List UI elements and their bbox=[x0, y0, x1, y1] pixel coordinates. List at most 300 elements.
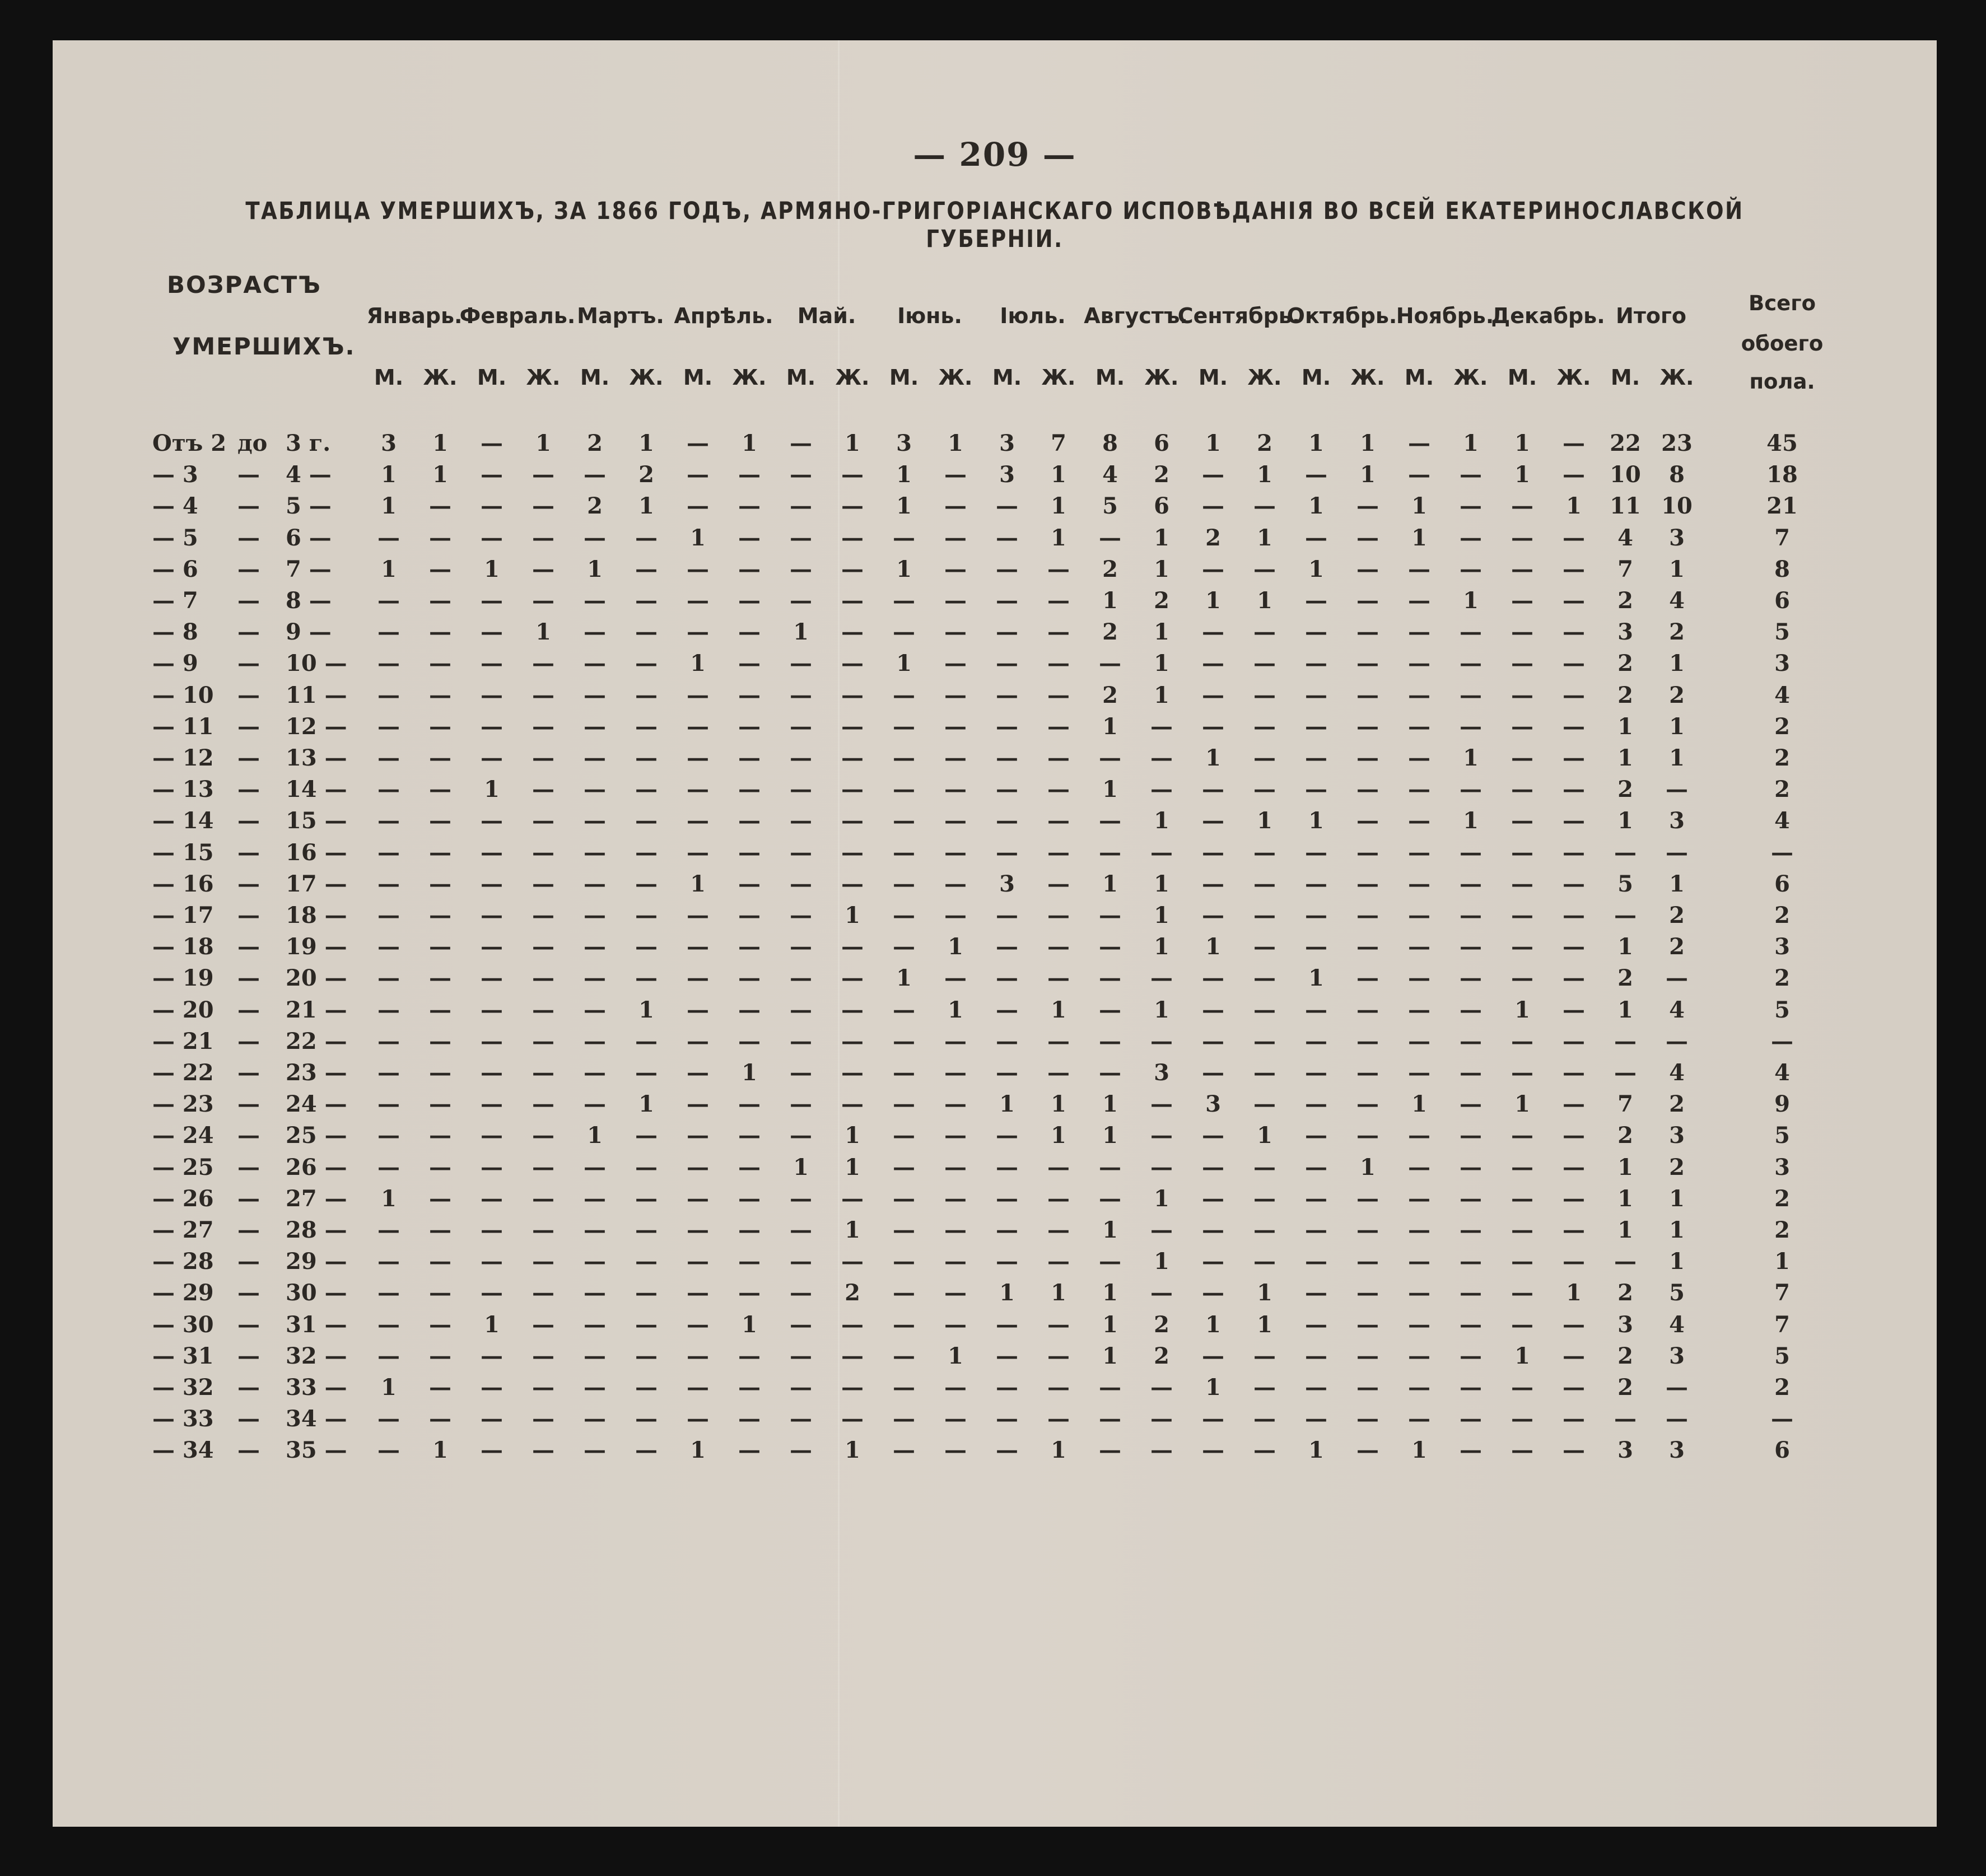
table-cell: — bbox=[944, 1312, 967, 1338]
table-cell: 10 bbox=[1610, 461, 1641, 488]
table-cell: — bbox=[790, 1406, 812, 1432]
age-separator: — bbox=[237, 902, 260, 928]
table-cell: — bbox=[944, 808, 967, 834]
table-cell: — bbox=[944, 1406, 967, 1432]
age-from: — 27 bbox=[152, 1217, 214, 1243]
table-cell: 1 bbox=[1308, 430, 1324, 456]
table-cell: — bbox=[687, 1312, 709, 1338]
table-title: ТАБЛИЦА УМЕРШИХЪ, ЗА 1866 ГОДЪ, АРМЯНО-ГРИГОРІАНСКАГО ИСПОВѢДАНІЯ ВО ВСЕЙ ЕКАТЕРИНОСЛАВСКОЙ ГУБЕРНІИ. bbox=[245, 197, 1744, 253]
table-cell: — bbox=[1047, 1154, 1070, 1180]
table-cell: 1 bbox=[381, 1186, 397, 1212]
month-header: Февраль. bbox=[459, 304, 576, 328]
table-cell: — bbox=[738, 525, 761, 551]
table-cell: — bbox=[481, 1406, 503, 1432]
table-cell: — bbox=[1253, 745, 1276, 771]
age-to: 3 г. bbox=[286, 430, 331, 456]
table-cell: — bbox=[1511, 587, 1533, 614]
age-separator: — bbox=[237, 650, 260, 676]
age-to: 20 — bbox=[286, 965, 347, 991]
table-cell: 1 bbox=[484, 556, 500, 582]
table-cell: — bbox=[635, 1186, 658, 1212]
table-cell: — bbox=[635, 650, 658, 676]
age-to: 34 — bbox=[286, 1406, 347, 1432]
table-cell: — bbox=[1408, 1312, 1430, 1338]
table-cell: — bbox=[687, 902, 709, 928]
table-cell: — bbox=[996, 1217, 1018, 1243]
table-cell: — bbox=[1253, 493, 1276, 519]
table-cell: — bbox=[1511, 556, 1533, 582]
table-cell: — bbox=[1408, 1060, 1430, 1086]
table-cell: — bbox=[1305, 839, 1327, 866]
row-total-cell: 7 bbox=[1774, 1312, 1790, 1338]
age-separator: — bbox=[237, 525, 260, 551]
table-cell: 3 bbox=[1617, 1312, 1633, 1338]
table-cell: — bbox=[1253, 1217, 1276, 1243]
table-cell: — bbox=[996, 556, 1018, 582]
table-cell: — bbox=[790, 934, 812, 960]
table-cell: — bbox=[893, 682, 915, 708]
table-cell: — bbox=[1511, 650, 1533, 676]
table-cell: 1 bbox=[845, 1217, 860, 1243]
table-cell: — bbox=[996, 650, 1018, 676]
age-separator: — bbox=[237, 1280, 260, 1306]
table-cell: — bbox=[635, 1122, 658, 1149]
table-cell: — bbox=[1305, 1186, 1327, 1212]
table-cell: 2 bbox=[1257, 430, 1272, 456]
age-to: 32 — bbox=[286, 1343, 347, 1369]
table-cell: — bbox=[738, 1122, 761, 1149]
sex-label-female: Ж. bbox=[1350, 365, 1385, 390]
table-cell: — bbox=[584, 965, 606, 991]
table-cell: — bbox=[584, 1028, 606, 1054]
row-total-cell: 4 bbox=[1774, 808, 1790, 834]
row-total-cell: 4 bbox=[1774, 682, 1790, 708]
table-cell: 1 bbox=[742, 430, 757, 456]
table-cell: — bbox=[738, 619, 761, 645]
table-cell: — bbox=[738, 1280, 761, 1306]
table-cell: — bbox=[841, 776, 864, 802]
table-cell: — bbox=[481, 430, 503, 456]
table-cell: — bbox=[1150, 1028, 1173, 1054]
table-cell: — bbox=[1253, 1343, 1276, 1369]
age-from: — 10 bbox=[152, 682, 214, 708]
row-total-cell: 6 bbox=[1774, 871, 1790, 897]
table-cell: 5 bbox=[1617, 871, 1633, 897]
age-to: 9 — bbox=[286, 619, 332, 645]
table-cell: — bbox=[1047, 776, 1070, 802]
table-cell: — bbox=[1202, 1060, 1224, 1086]
table-cell: — bbox=[635, 934, 658, 960]
sex-label-female: Ж. bbox=[938, 365, 973, 390]
table-cell: — bbox=[1408, 808, 1430, 834]
table-cell: — bbox=[790, 902, 812, 928]
table-cell: — bbox=[841, 493, 864, 519]
table-cell: — bbox=[1614, 1406, 1637, 1432]
table-cell: 2 bbox=[1102, 682, 1118, 708]
table-cell: — bbox=[377, 965, 400, 991]
age-to: 17 — bbox=[286, 871, 347, 897]
table-cell: — bbox=[996, 1154, 1018, 1180]
table-cell: — bbox=[532, 902, 554, 928]
table-cell: 1 bbox=[742, 1312, 757, 1338]
table-cell: 2 bbox=[638, 461, 654, 488]
table-cell: — bbox=[584, 461, 606, 488]
age-to: 8 — bbox=[286, 587, 332, 614]
row-total-cell: 2 bbox=[1774, 902, 1790, 928]
table-cell: — bbox=[377, 1060, 400, 1086]
table-cell: — bbox=[584, 1154, 606, 1180]
table-cell: — bbox=[738, 1091, 761, 1117]
row-total-cell: 3 bbox=[1774, 650, 1790, 676]
table-cell: — bbox=[635, 839, 658, 866]
table-cell: — bbox=[841, 587, 864, 614]
table-cell: — bbox=[481, 713, 503, 740]
table-cell: — bbox=[1356, 650, 1379, 676]
age-from: — 25 bbox=[152, 1154, 214, 1180]
table-cell: — bbox=[1356, 997, 1379, 1023]
table-cell: 1 bbox=[1205, 1374, 1221, 1401]
table-cell: — bbox=[790, 461, 812, 488]
table-cell: 2 bbox=[1154, 461, 1169, 488]
table-cell: — bbox=[635, 619, 658, 645]
table-cell: — bbox=[1563, 556, 1585, 582]
table-cell: — bbox=[1460, 934, 1482, 960]
table-cell: — bbox=[481, 619, 503, 645]
age-separator: — bbox=[237, 493, 260, 519]
table-cell: — bbox=[635, 1437, 658, 1463]
table-cell: — bbox=[1563, 430, 1585, 456]
table-cell: — bbox=[1563, 1186, 1585, 1212]
table-cell: — bbox=[1511, 525, 1533, 551]
table-cell: — bbox=[1202, 997, 1224, 1023]
table-cell: — bbox=[481, 902, 503, 928]
table-cell: — bbox=[1305, 1248, 1327, 1275]
table-cell: 2 bbox=[1669, 902, 1685, 928]
table-cell: — bbox=[1150, 1406, 1173, 1432]
table-cell: — bbox=[996, 776, 1018, 802]
table-cell: — bbox=[1047, 934, 1070, 960]
table-cell: 1 bbox=[1308, 808, 1324, 834]
table-cell: 2 bbox=[1617, 650, 1633, 676]
table-cell: — bbox=[893, 1248, 915, 1275]
table-cell: — bbox=[1460, 871, 1482, 897]
table-cell: — bbox=[377, 997, 400, 1023]
age-to: 13 — bbox=[286, 745, 347, 771]
table-cell: — bbox=[996, 1343, 1018, 1369]
table-cell: — bbox=[1408, 776, 1430, 802]
table-cell: — bbox=[1047, 682, 1070, 708]
table-cell: — bbox=[584, 871, 606, 897]
table-cell: — bbox=[481, 461, 503, 488]
table-cell: — bbox=[1305, 1028, 1327, 1054]
table-cell: 3 bbox=[1669, 1343, 1685, 1369]
table-cell: — bbox=[944, 745, 967, 771]
row-total-cell: 2 bbox=[1774, 1374, 1790, 1401]
table-cell: — bbox=[1563, 1406, 1585, 1432]
table-cell: — bbox=[1305, 871, 1327, 897]
sex-label-male: М. bbox=[786, 365, 816, 390]
age-separator: — bbox=[237, 1028, 260, 1054]
table-cell: — bbox=[944, 1374, 967, 1401]
table-cell: — bbox=[996, 965, 1018, 991]
table-cell: 1 bbox=[845, 1437, 860, 1463]
table-cell: — bbox=[635, 1248, 658, 1275]
sex-label-female: Ж. bbox=[629, 365, 664, 390]
table-cell: — bbox=[1511, 745, 1533, 771]
table-cell: — bbox=[687, 461, 709, 488]
table-cell: 1 bbox=[1566, 1280, 1582, 1306]
age-from: — 4 bbox=[152, 493, 198, 519]
table-cell: — bbox=[996, 934, 1018, 960]
table-cell: — bbox=[1563, 902, 1585, 928]
table-cell: 1 bbox=[432, 461, 448, 488]
table-cell: — bbox=[429, 1028, 451, 1054]
table-cell: — bbox=[584, 682, 606, 708]
age-from: — 30 bbox=[152, 1312, 214, 1338]
table-cell: 2 bbox=[1102, 556, 1118, 582]
age-from: — 3 bbox=[152, 461, 198, 488]
table-cell: — bbox=[1150, 1374, 1173, 1401]
table-cell: 1 bbox=[1257, 587, 1272, 614]
table-cell: — bbox=[1356, 1406, 1379, 1432]
table-cell: 10 bbox=[1661, 493, 1693, 519]
table-cell: — bbox=[841, 965, 864, 991]
age-from: — 14 bbox=[152, 808, 214, 834]
table-cell: — bbox=[1202, 1217, 1224, 1243]
table-cell: 1 bbox=[1411, 493, 1427, 519]
sex-label-female: Ж. bbox=[1041, 365, 1076, 390]
age-to: 30 — bbox=[286, 1280, 347, 1306]
table-cell: 1 bbox=[484, 776, 500, 802]
age-to: 24 — bbox=[286, 1091, 347, 1117]
table-cell: — bbox=[944, 1217, 967, 1243]
age-to: 22 — bbox=[286, 1028, 347, 1054]
table-cell: — bbox=[377, 682, 400, 708]
table-cell: 1 bbox=[535, 430, 551, 456]
table-cell: — bbox=[584, 619, 606, 645]
table-cell: — bbox=[635, 1280, 658, 1306]
age-from: — 16 bbox=[152, 871, 214, 897]
table-cell: — bbox=[944, 1060, 967, 1086]
table-cell: — bbox=[1563, 1312, 1585, 1338]
month-header: Мартъ. bbox=[577, 304, 664, 328]
table-cell: — bbox=[996, 1028, 1018, 1054]
row-total-cell: 5 bbox=[1774, 1343, 1790, 1369]
table-cell: — bbox=[635, 776, 658, 802]
table-cell: — bbox=[1099, 1406, 1121, 1432]
table-cell: — bbox=[1305, 997, 1327, 1023]
table-cell: — bbox=[1150, 1122, 1173, 1149]
table-cell: — bbox=[1202, 965, 1224, 991]
table-cell: 1 bbox=[948, 1343, 963, 1369]
table-cell: — bbox=[1563, 997, 1585, 1023]
table-cell: — bbox=[481, 1437, 503, 1463]
table-cell: — bbox=[1563, 776, 1585, 802]
table-cell: — bbox=[893, 1186, 915, 1212]
table-cell: — bbox=[841, 619, 864, 645]
table-cell: — bbox=[1563, 461, 1585, 488]
table-cell: 1 bbox=[1514, 1343, 1530, 1369]
table-cell: 2 bbox=[1617, 1343, 1633, 1369]
table-cell: — bbox=[1202, 1248, 1224, 1275]
table-cell: — bbox=[481, 1060, 503, 1086]
table-cell: — bbox=[1511, 839, 1533, 866]
table-cell: — bbox=[893, 1154, 915, 1180]
table-cell: — bbox=[1099, 1374, 1121, 1401]
table-cell: — bbox=[1150, 1091, 1173, 1117]
table-cell: — bbox=[1202, 839, 1224, 866]
table-cell: 1 bbox=[1051, 1122, 1066, 1149]
table-cell: — bbox=[1099, 745, 1121, 771]
table-cell: — bbox=[893, 1312, 915, 1338]
table-cell: — bbox=[1253, 1060, 1276, 1086]
table-cell: — bbox=[1202, 619, 1224, 645]
table-cell: — bbox=[893, 1437, 915, 1463]
table-cell: — bbox=[1460, 713, 1482, 740]
table-cell: — bbox=[738, 1217, 761, 1243]
sex-label-male: М. bbox=[1095, 365, 1125, 390]
table-cell: — bbox=[429, 1280, 451, 1306]
row-total-cell: 6 bbox=[1774, 1437, 1790, 1463]
age-from: — 34 bbox=[152, 1437, 214, 1463]
table-cell: 11 bbox=[1610, 493, 1641, 519]
table-cell: — bbox=[1253, 713, 1276, 740]
table-cell: 2 bbox=[1154, 1312, 1169, 1338]
table-cell: 2 bbox=[587, 430, 603, 456]
month-header: Апрѣль. bbox=[674, 304, 773, 328]
table-cell: — bbox=[996, 525, 1018, 551]
table-cell: — bbox=[738, 1374, 761, 1401]
table-cell: — bbox=[944, 1122, 967, 1149]
table-cell: — bbox=[1356, 808, 1379, 834]
table-cell: — bbox=[635, 556, 658, 582]
table-cell: — bbox=[584, 1248, 606, 1275]
table-cell: 1 bbox=[1154, 682, 1169, 708]
table-cell: — bbox=[1099, 839, 1121, 866]
table-cell: — bbox=[790, 871, 812, 897]
table-cell: 2 bbox=[1205, 525, 1221, 551]
table-cell: — bbox=[687, 1122, 709, 1149]
table-cell: — bbox=[429, 1406, 451, 1432]
table-cell: — bbox=[635, 713, 658, 740]
table-cell: — bbox=[532, 965, 554, 991]
month-header: Май. bbox=[797, 304, 856, 328]
table-cell: — bbox=[1047, 902, 1070, 928]
table-cell: 2 bbox=[1669, 619, 1685, 645]
table-cell: — bbox=[1099, 1154, 1121, 1180]
table-cell: — bbox=[377, 1154, 400, 1180]
table-cell: 1 bbox=[1669, 556, 1685, 582]
table-cell: — bbox=[790, 1374, 812, 1401]
table-cell: 3 bbox=[999, 461, 1015, 488]
table-cell: — bbox=[1460, 1028, 1482, 1054]
age-from: — 15 bbox=[152, 839, 214, 866]
table-cell: — bbox=[1511, 1437, 1533, 1463]
table-cell: — bbox=[1563, 745, 1585, 771]
table-cell: — bbox=[1202, 1343, 1224, 1369]
table-cell: 1 bbox=[1566, 493, 1582, 519]
age-header-top: ВОЗРАСТЪ bbox=[167, 271, 321, 298]
table-cell: — bbox=[996, 682, 1018, 708]
table-cell: 1 bbox=[1154, 619, 1169, 645]
age-to: 7 — bbox=[286, 556, 332, 582]
table-cell: 1 bbox=[999, 1091, 1015, 1117]
sex-label-male: М. bbox=[683, 365, 713, 390]
table-cell: — bbox=[429, 1154, 451, 1180]
table-cell: — bbox=[1511, 1312, 1533, 1338]
table-cell: — bbox=[1408, 587, 1430, 614]
table-cell: 1 bbox=[1617, 808, 1633, 834]
table-cell: — bbox=[1563, 1028, 1585, 1054]
table-cell: — bbox=[738, 934, 761, 960]
table-cell: — bbox=[1047, 650, 1070, 676]
table-cell: — bbox=[687, 745, 709, 771]
table-cell: — bbox=[1408, 934, 1430, 960]
table-cell: 3 bbox=[1154, 1060, 1169, 1086]
table-cell: 2 bbox=[1669, 1154, 1685, 1180]
row-total-cell: 2 bbox=[1774, 713, 1790, 740]
table-cell: — bbox=[1356, 1091, 1379, 1117]
age-separator: — bbox=[237, 776, 260, 802]
table-cell: — bbox=[790, 745, 812, 771]
table-cell: — bbox=[738, 1437, 761, 1463]
table-cell: — bbox=[893, 871, 915, 897]
age-separator: — bbox=[237, 1091, 260, 1117]
table-cell: — bbox=[893, 1374, 915, 1401]
table-cell: — bbox=[584, 650, 606, 676]
table-cell: — bbox=[1047, 556, 1070, 582]
table-cell: — bbox=[532, 871, 554, 897]
table-cell: — bbox=[790, 776, 812, 802]
table-cell: — bbox=[1202, 650, 1224, 676]
table-cell: — bbox=[429, 934, 451, 960]
table-cell: — bbox=[738, 1406, 761, 1432]
table-cell: — bbox=[584, 1374, 606, 1401]
table-cell: — bbox=[893, 1122, 915, 1149]
table-cell: 2 bbox=[1154, 1343, 1169, 1369]
table-cell: 2 bbox=[1617, 682, 1633, 708]
table-cell: — bbox=[377, 808, 400, 834]
table-cell: — bbox=[1511, 1028, 1533, 1054]
table-cell: — bbox=[996, 1437, 1018, 1463]
table-cell: — bbox=[996, 713, 1018, 740]
table-cell: — bbox=[1511, 713, 1533, 740]
table-cell: — bbox=[1356, 619, 1379, 645]
table-cell: — bbox=[1408, 1028, 1430, 1054]
table-cell: — bbox=[1356, 1343, 1379, 1369]
table-cell: — bbox=[429, 493, 451, 519]
table-cell: — bbox=[1202, 1186, 1224, 1212]
table-cell: — bbox=[1563, 1091, 1585, 1117]
table-cell: — bbox=[1408, 1186, 1430, 1212]
table-cell: — bbox=[1305, 934, 1327, 960]
table-cell: — bbox=[1460, 1154, 1482, 1180]
table-cell: 1 bbox=[1102, 587, 1118, 614]
age-from: — 28 bbox=[152, 1248, 214, 1275]
table-cell: — bbox=[996, 745, 1018, 771]
table-cell: — bbox=[1511, 682, 1533, 708]
table-cell: — bbox=[1047, 1406, 1070, 1432]
table-cell: — bbox=[996, 1122, 1018, 1149]
table-cell: — bbox=[1408, 965, 1430, 991]
table-cell: — bbox=[429, 1091, 451, 1117]
table-cell: — bbox=[532, 1437, 554, 1463]
table-cell: — bbox=[790, 1280, 812, 1306]
table-cell: — bbox=[893, 525, 915, 551]
table-cell: — bbox=[1511, 1280, 1533, 1306]
table-cell: — bbox=[377, 871, 400, 897]
age-from: — 26 bbox=[152, 1186, 214, 1212]
